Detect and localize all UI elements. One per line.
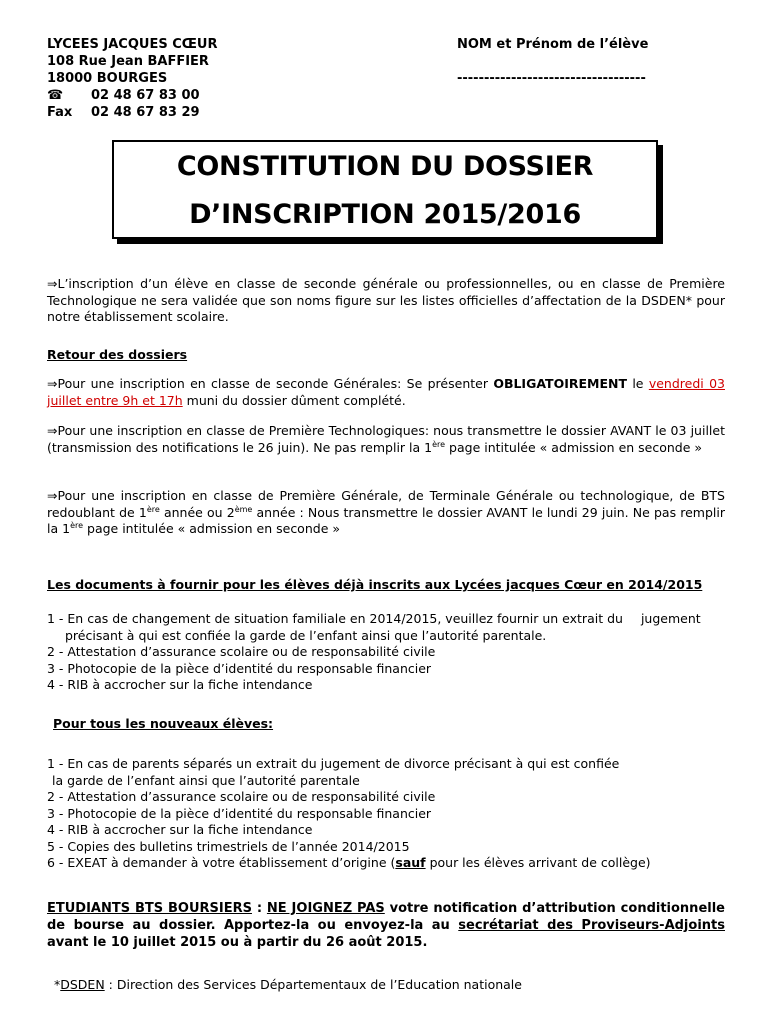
docs-new-item-6-bold: sauf <box>395 855 426 870</box>
docs-existing-item-1-end: jugement <box>640 611 701 626</box>
bts-label: ETUDIANTS BTS BOURSIERS <box>47 901 252 916</box>
school-address-block <box>47 36 218 121</box>
school-phone: 02 48 67 83 00 <box>91 88 200 103</box>
docs-new-item-6-a: 6 - EXEAT à demander à votre établissement d’origine ( <box>47 855 396 870</box>
school-fax-line <box>47 104 218 121</box>
docs-new-list <box>47 756 725 872</box>
retour-p3-text-d: page intitulée « admission en seconde » <box>83 521 341 536</box>
retour-p2-text-b: page intitulée « admission en seconde » <box>445 439 703 455</box>
retour-p3-text-a: ⇒Pour une inscription en classe de Première Générale, de Terminale Générale ou technologique, de BTS redoublant de 1 <box>47 488 725 520</box>
list-item: 3 - Photocopie de la pièce d’identité du responsable financier <box>47 805 432 821</box>
bts-warning: NE JOIGNEZ PAS <box>266 901 385 916</box>
footnote-text: : Direction des Services Départementaux de l’Education nationale <box>104 977 522 992</box>
bts-text-b: avant le 10 juillet 2015 ou à partir du 26 août 2015. <box>47 935 428 950</box>
list-item: 4 - RIB à accrocher sur la fiche intendance <box>47 822 313 837</box>
list-item <box>47 855 725 872</box>
bts-text-a: votre notification d’attribution conditionnelle de bourse au dossier. Apportez-la ou envoyez-la au <box>47 901 725 933</box>
bts-office: secrétariat des Proviseurs-Adjoints <box>458 918 725 933</box>
retour-heading-text: Retour des dossiers <box>47 347 188 362</box>
title-box <box>112 140 658 239</box>
docs-existing-list <box>47 611 725 694</box>
list-item: la garde de l’enfant ainsi que l’autorité parentale <box>52 772 360 788</box>
list-item: 4 - RIB à accrocher sur la fiche intendance <box>47 677 313 692</box>
bts-sep: : <box>251 901 267 916</box>
title-line-2: D’INSCRIPTION 2015/2016 <box>189 199 581 230</box>
retour-p1-date-red: vendredi 03 juillet entre 9h et 17h <box>47 376 725 408</box>
school-phone-line <box>47 87 218 104</box>
retour-p3-text-c: année : Nous transmettre le dossier AVANT le lundi 29 juin. Ne pas remplir la 1 <box>47 504 725 536</box>
school-city: 18000 BOURGES <box>47 71 168 86</box>
list-item: 2 - Attestation d’assurance scolaire ou de responsabilité civile <box>47 644 436 659</box>
list-item: 3 - Photocopie de la pièce d’identité du responsable financier <box>47 660 432 676</box>
bts-notice <box>47 900 725 951</box>
retour-paragraph-3 <box>47 488 725 538</box>
docs-new-item-6-b: pour les élèves arrivant de collège) <box>425 855 651 870</box>
docs-existing-item-1: 1 - En cas de changement de situation familiale en 2014/2015, veuillez fournir un extrait du <box>47 611 623 626</box>
retour-p1-text-a: ⇒Pour une inscription en classe de seconde Générales: Se présenter <box>47 376 494 391</box>
student-name-block <box>457 36 648 87</box>
docs-new-heading <box>47 716 725 733</box>
retour-p3-sup-3: ère <box>70 520 84 530</box>
telephone-icon: ☎ <box>47 88 64 103</box>
retour-p3-sup-2: ème <box>234 504 253 514</box>
fax-label: Fax <box>47 105 73 120</box>
list-item: 5 - Copies des bulletins trimestriels de l’année 2014/2015 <box>47 838 410 854</box>
retour-p3-sup-1: ère <box>146 504 160 514</box>
retour-paragraph-1 <box>47 376 725 409</box>
footnote <box>54 977 732 994</box>
school-street: 108 Rue Jean BAFFIER <box>47 54 209 69</box>
intro-paragraph: ⇒L’inscription d’un élève en classe de seconde générale ou professionnelles, ou en classe de Première Technologique ne sera validée que son noms figure sur les listes officielles d’affectation de la DSDEN* pour notre établissement scolaire. <box>47 276 725 324</box>
docs-existing-heading-text: Les documents à fournir pour les élèves déjà inscrits aux Lycées jacques Cœur en 2014/2015 <box>47 577 703 592</box>
list-item: 1 - En cas de parents séparés un extrait du jugement de divorce précisant à qui est confiée <box>47 756 620 771</box>
retour-heading <box>47 347 725 364</box>
retour-paragraph-2 <box>47 423 725 456</box>
list-item <box>47 611 725 628</box>
list-item: 2 - Attestation d’assurance scolaire ou de responsabilité civile <box>47 789 436 804</box>
retour-p1-text-b: le <box>626 376 649 391</box>
list-item: précisant à qui est confiée la garde de l’enfant ainsi que l’autorité parentale. <box>65 627 547 643</box>
retour-p2-sup: ère <box>432 439 446 449</box>
school-name: LYCEES JACQUES CŒUR <box>47 37 218 52</box>
retour-p3-text-b: année ou 2 <box>159 504 235 520</box>
school-fax: 02 48 67 83 29 <box>91 105 200 120</box>
retour-p1-text-c: muni du dossier dûment complété. <box>182 392 406 408</box>
student-name-label: NOM et Prénom de l’élève <box>457 37 649 52</box>
title-line-1: CONSTITUTION DU DOSSIER <box>176 151 594 182</box>
footnote-star: * <box>54 977 61 992</box>
student-name-blank: ----------------------------------- <box>457 71 646 86</box>
retour-p1-bold: OBLIGATOIREMENT <box>493 376 627 391</box>
docs-new-heading-text: Pour tous les nouveaux élèves: <box>53 716 274 731</box>
retour-p2-text-a: ⇒Pour une inscription en classe de Première Technologiques: nous transmettre le dossier AVANT le 03 juillet (transmission des notifications le 26 juin). Ne pas remplir la 1 <box>47 423 725 455</box>
docs-existing-heading <box>47 577 725 594</box>
footnote-abbr: DSDEN <box>60 977 105 992</box>
